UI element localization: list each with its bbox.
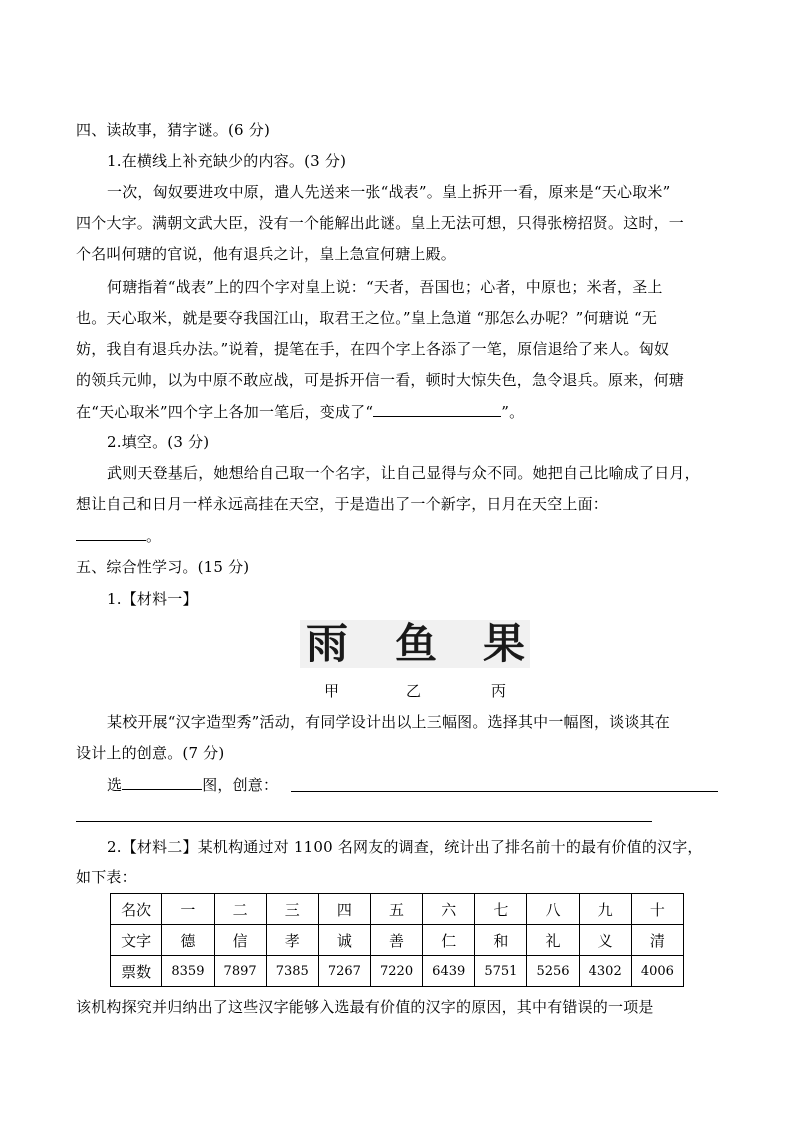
table-cell: 7385 [266,956,318,987]
glyph-bing-design: 果 [483,619,526,668]
choose-prefix: 选 [107,776,123,794]
q2-title: 2.填空。(3 分) [107,433,210,451]
m1-p1: 某校开展“汉字造型秀”活动，有同学设计出以上三幅图。选择其中一幅图，谈谈其在 [107,713,670,731]
table-cell: 5751 [475,956,527,987]
table-cell: 三 [266,894,318,925]
story-p1-line1: 一次，匈奴要进攻中原，遣人先送来一张“战表”。皇上拆开一看，原来是“天心取米” [107,183,671,201]
choose-image-blank[interactable] [122,773,202,790]
table-cell: 和 [475,925,527,956]
table-cell: 清 [631,925,683,956]
table-cell: 名次 [111,894,162,925]
story-p1-line2: 四个大字。满朝文武大臣，没有一个能解出此谜。皇上无法可想，只得张榜招贤。这时，一 [76,214,685,232]
story-answer-blank[interactable] [373,400,501,417]
table-cell: 信 [214,925,266,956]
material1-title: 1.【材料一】 [107,590,198,608]
table-cell: 五 [370,894,422,925]
table-cell: 4302 [579,956,631,987]
fill-p2: 想让自己和日月一样永远高挂在天空，于是造出了一个新字，日月在天空上面： [76,495,609,513]
story-p2-line5 [76,400,718,423]
table-cell: 六 [423,894,475,925]
story-p1-line3: 个名叫何瑭的官说，他有退兵之计，皇上急宣何瑭上殿。 [76,245,457,263]
fill-p3 [76,524,718,547]
glyph-yi-design: 鱼 [395,619,438,668]
story-p2-line3: 妨，我自有退兵办法。”说着，提笔在手，在四个字上各添了一笔，原信退给了来人。匈奴 [76,340,670,358]
table-cell: 6439 [423,956,475,987]
story-answer-suffix: ”。 [501,403,525,421]
table-cell: 十 [631,894,683,925]
idea-answer-line-1[interactable] [291,791,718,792]
table-cell: 仁 [423,925,475,956]
q1-title: 1.在横线上补充缺少的内容。(3 分) [107,152,347,170]
story-p2-line4: 的领兵元帅，以为中原不敢应战，可是拆开信一看，顿时大惊失色，急令退兵。原来，何瑭 [76,371,685,389]
table-cell: 8359 [162,956,214,987]
fill-answer-suffix: 。 [146,527,162,545]
table-cell: 义 [579,925,631,956]
choose-mid: 图，创意： [202,776,279,794]
label-jia: 甲 [324,682,340,700]
table-cell: 一 [162,894,214,925]
table-cell: 5256 [527,956,579,987]
section5-title: 五、综合性学习。(15 分) [76,558,250,576]
table-row-rank [111,894,684,925]
table-cell: 八 [527,894,579,925]
table-cell: 善 [370,925,422,956]
choose-line [107,773,718,796]
label-yi: 乙 [406,682,422,700]
table-row-chars [111,925,684,956]
section4-title: 四、读故事，猜字谜。(6 分) [76,121,271,139]
table-cell: 文字 [111,925,162,956]
glyph-jia-design: 雨 [306,619,349,668]
fill-answer-blank[interactable] [76,524,146,541]
table-cell: 四 [318,894,370,925]
table-cell: 7897 [214,956,266,987]
material2-p1: 2.【材料二】某机构通过对 1100 名网友的调查，统计出了排名前十的最有价值的汉字， [107,838,703,856]
table-cell: 礼 [527,925,579,956]
table-cell: 票数 [111,956,162,987]
table-cell: 4006 [631,956,683,987]
story-p2-line1: 何瑭指着“战表”上的四个字对皇上说：“天者，吾国也；心者，中原也；米者，圣上 [107,278,663,296]
story-p2-line2: 也。天心取米，就是要夺我国江山，取君王之位。”皇上急道 “那怎么办呢？”何瑭说 “无 [76,309,658,327]
fill-p1: 武则天登基后，她想给自己取一个名字，让自己显得与众不同。她把自己比喻成了日月， [107,464,700,482]
story-answer-prefix: 在“天心取米”四个字上各加一笔后，变成了“ [76,403,374,421]
table-cell: 7220 [370,956,422,987]
m1-p2: 设计上的创意。(7 分) [76,744,225,762]
idea-answer-line-2[interactable] [76,821,652,822]
glyph-design-strip [300,620,530,668]
material2-p2: 如下表： [76,868,137,886]
table-row-votes [111,956,684,987]
after-table-text: 该机构探究并归纳出了这些汉字能够入选最有价值的汉字的原因，其中有错误的一项是 [76,998,654,1016]
table-cell: 孝 [266,925,318,956]
table-cell: 二 [214,894,266,925]
table-cell: 诚 [318,925,370,956]
table-cell: 7267 [318,956,370,987]
label-bing: 丙 [491,682,507,700]
table-cell: 德 [162,925,214,956]
table-cell: 七 [475,894,527,925]
table-cell: 九 [579,894,631,925]
value-chars-table [110,893,684,987]
